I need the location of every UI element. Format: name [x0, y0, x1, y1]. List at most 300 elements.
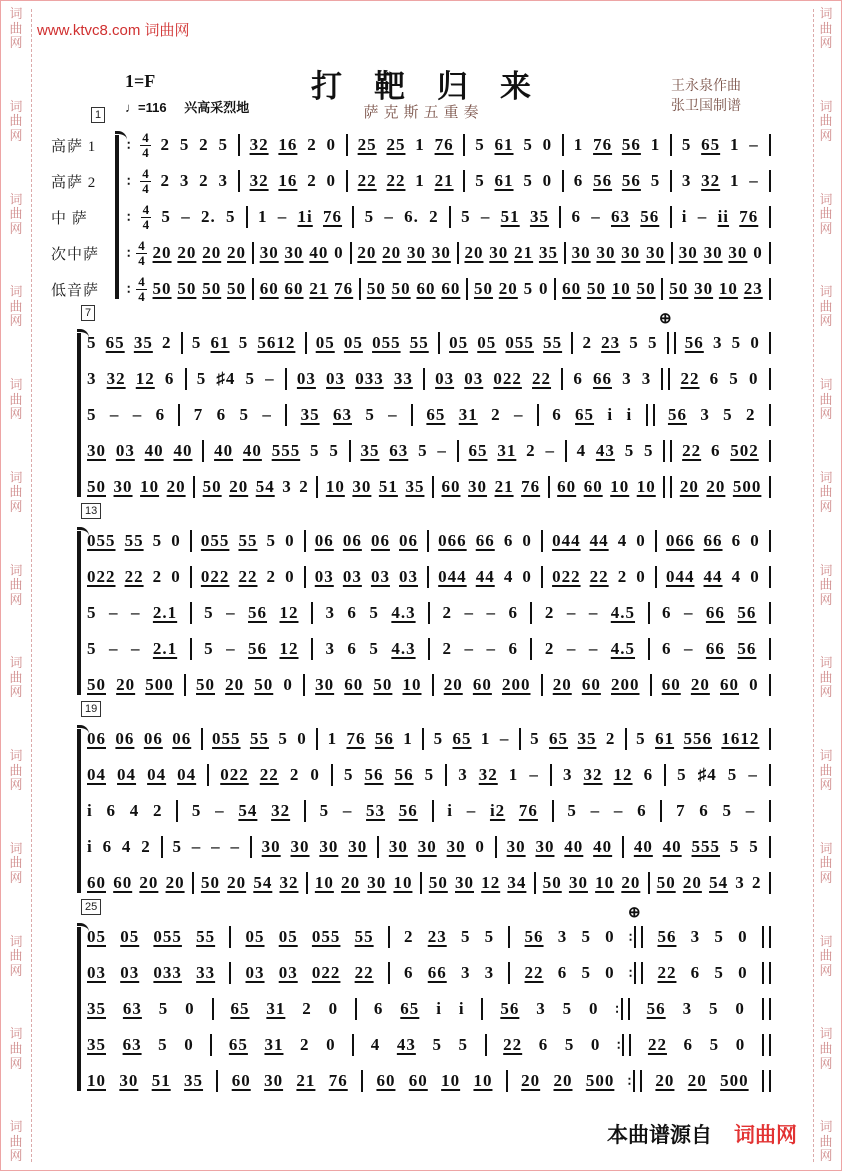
barline — [769, 836, 771, 858]
note-token: 10 — [441, 1071, 461, 1090]
note-token: 5 — [158, 1035, 168, 1054]
note-token: 05 — [449, 333, 469, 352]
note-token: 5 — [749, 837, 759, 856]
note-token: 12 — [279, 603, 299, 622]
note-token: 3 — [735, 873, 745, 892]
note-token: 3 — [690, 927, 701, 946]
note-token: 51 — [151, 1071, 171, 1090]
note-token: 5 — [708, 999, 719, 1018]
note-token: 12 — [279, 639, 299, 658]
note-token: 10 — [636, 477, 656, 496]
note-token: 53 — [366, 801, 386, 820]
repeat-barline — [629, 962, 643, 984]
note-token: 50 — [473, 279, 493, 298]
system-brace — [77, 729, 81, 893]
barline — [769, 800, 771, 822]
note-token: 4.3 — [391, 639, 416, 658]
note-token: – — [464, 639, 474, 658]
barline — [769, 566, 771, 588]
barline — [561, 368, 563, 390]
note-token: 2 — [617, 567, 628, 586]
note-token: 32 — [271, 801, 291, 820]
note-token: 32 — [106, 369, 126, 388]
note-token: 03 — [296, 369, 316, 388]
note-token: 30 — [315, 675, 335, 694]
note-token: 56 — [364, 765, 384, 784]
side-watermark-text: 词 曲 网 — [819, 840, 833, 885]
note-token: 3 — [484, 963, 495, 982]
note-token: 1 — [415, 135, 425, 154]
system-brace — [77, 531, 81, 695]
note-token: 63 — [611, 207, 630, 226]
note-token: 5 — [191, 333, 202, 352]
note-token: 6 — [106, 801, 116, 820]
score-line — [51, 1063, 771, 1099]
note-token: i — [447, 801, 453, 820]
note-token: 32 — [478, 765, 498, 784]
barline — [423, 368, 425, 390]
note-token: 65 — [426, 405, 446, 424]
note-token: 50 — [202, 477, 222, 496]
note-token: 5 — [581, 963, 591, 982]
note-token: 55 — [409, 333, 429, 352]
note-token: 60 — [231, 1071, 251, 1090]
note-token: 022 — [87, 567, 116, 586]
music-line — [87, 800, 771, 822]
repeat-barline — [615, 998, 629, 1020]
score-line — [51, 667, 771, 703]
barline — [285, 368, 287, 390]
barline — [246, 206, 248, 228]
note-token: 4.5 — [610, 639, 636, 658]
note-token: 56 — [374, 729, 394, 748]
part-label: 低音萨 — [51, 282, 100, 299]
score-line — [51, 127, 771, 163]
note-token: – — [697, 207, 708, 226]
note-token: 50 — [586, 279, 606, 298]
note-token: 0 — [538, 279, 549, 298]
note-token: 0 — [171, 567, 181, 586]
note-token: 2 — [160, 171, 171, 190]
side-watermark-text: 词 曲 网 — [819, 377, 833, 422]
side-watermark-text: 词 曲 网 — [9, 6, 23, 51]
note-token: 56 — [657, 927, 677, 946]
tempo-marking: ♩=116 — [125, 100, 167, 115]
note-token: 5 — [369, 639, 379, 658]
barline — [229, 926, 231, 948]
barline — [670, 206, 672, 228]
music-line — [87, 638, 771, 660]
note-token: 5 — [433, 729, 444, 748]
note-token: 22 — [589, 567, 609, 586]
note-token: 56 — [248, 603, 268, 622]
note-token: 03 — [435, 369, 455, 388]
score-line — [51, 469, 771, 505]
note-token: 30 — [506, 837, 526, 856]
note-token: 22 — [657, 963, 677, 982]
note-token: 66 — [705, 639, 725, 658]
note-token: 2 — [307, 135, 317, 154]
note-token: 63 — [122, 999, 142, 1018]
note-token: – — [384, 207, 394, 226]
footer-site-link[interactable]: 词曲网 — [734, 1124, 797, 1147]
note-token: 04 — [177, 765, 197, 784]
note-token: 5 — [729, 369, 739, 388]
note-token: – — [108, 603, 119, 622]
score-line — [51, 433, 771, 469]
note-token: 0 — [605, 927, 615, 946]
note-token: 5 — [714, 963, 724, 982]
note-token: 5 — [709, 1035, 720, 1054]
barline — [352, 206, 354, 228]
note-token: 0 — [750, 567, 760, 586]
note-token: 06 — [115, 729, 135, 748]
note-token: 6 — [643, 765, 654, 784]
note-token: 30 — [113, 477, 133, 496]
note-token: 5 — [564, 1035, 575, 1054]
barline — [331, 764, 333, 786]
repeat-dots: ∶ — [127, 281, 131, 297]
composer-credit: 王永泉作曲 — [671, 77, 741, 93]
arranger-credit: 张卫国制谱 — [671, 97, 741, 114]
note-token: 2 — [582, 333, 592, 352]
note-token: 50 — [366, 279, 386, 298]
note-token: 65 — [575, 405, 595, 424]
footer-source-label: 本曲谱源自 — [607, 1124, 712, 1147]
note-token: – — [513, 405, 524, 424]
barline — [769, 440, 771, 462]
barline — [541, 566, 543, 588]
note-token: – — [588, 603, 599, 622]
repeat-dots: ∶ — [127, 209, 131, 225]
note-token: 32 — [279, 873, 299, 892]
note-token: 25 — [386, 135, 406, 154]
note-token: 0 — [285, 567, 295, 586]
note-token: 3 — [460, 963, 471, 982]
barline — [648, 602, 650, 624]
note-token: 30 — [694, 279, 714, 298]
note-token: 2 — [152, 801, 163, 820]
note-token: 3 — [700, 405, 710, 424]
barline — [190, 566, 192, 588]
note-token: 0 — [750, 333, 760, 352]
note-token: 0 — [328, 999, 339, 1018]
barline — [769, 872, 771, 894]
note-token: 4.5 — [610, 603, 636, 622]
barline — [769, 602, 771, 624]
barline — [229, 962, 231, 984]
barline — [650, 674, 652, 696]
note-token: 50 — [87, 477, 106, 496]
barline — [420, 872, 422, 894]
note-token: 3 — [681, 171, 692, 190]
note-token: 0 — [590, 1035, 601, 1054]
side-watermark-text: 词 曲 网 — [9, 1026, 23, 1071]
barline — [352, 1034, 354, 1056]
note-token: 51 — [378, 477, 398, 496]
barline — [432, 476, 434, 498]
note-token: 04 — [87, 765, 106, 784]
note-token: 0 — [475, 837, 485, 856]
double-barline — [762, 926, 771, 948]
note-token: 5 — [523, 135, 533, 154]
note-token: 61 — [494, 171, 514, 190]
note-token: 022 — [200, 567, 230, 586]
note-token: 2 — [266, 567, 277, 586]
music-line — [127, 239, 771, 267]
repeat-dots: ∶ — [627, 1073, 632, 1089]
side-watermark-text: 词 曲 网 — [9, 840, 23, 885]
note-token: 63 — [122, 1035, 142, 1054]
note-token: 60 — [557, 477, 577, 496]
music-line — [87, 764, 771, 786]
note-token: – — [226, 603, 236, 622]
note-token: 1 — [650, 135, 661, 154]
note-token: 20 — [229, 477, 249, 496]
note-token: 30 — [87, 441, 106, 460]
barline — [359, 278, 361, 300]
note-token: 6 — [508, 639, 518, 658]
note-token: 0 — [738, 963, 748, 982]
note-token: 5 — [319, 801, 330, 820]
note-token: – — [748, 765, 758, 784]
note-token: 55 — [124, 531, 144, 550]
barline — [625, 728, 627, 750]
note-token: 35 — [577, 729, 597, 748]
note-token: 60 — [441, 279, 461, 298]
note-token: 0 — [750, 531, 760, 550]
note-token: 0 — [171, 531, 181, 550]
side-watermark-text: 词 曲 网 — [819, 1026, 833, 1071]
note-token: 1 — [480, 729, 491, 748]
note-token: 56 — [640, 207, 660, 226]
side-watermark-text: 词 曲 网 — [9, 469, 23, 514]
note-token: 30 — [703, 243, 723, 262]
time-signature: 4 4 — [142, 165, 149, 196]
note-token: 4 — [503, 567, 514, 586]
side-watermark-text: 词 曲 网 — [819, 6, 833, 51]
note-token: 2 — [199, 171, 209, 190]
barline — [495, 836, 497, 858]
note-token: 500 — [585, 1071, 615, 1090]
barline — [238, 170, 240, 192]
note-token: 7 — [676, 801, 686, 820]
barline — [769, 728, 771, 750]
note-token: 60 — [562, 279, 582, 298]
note-token: 56 — [646, 999, 666, 1018]
note-token: 055 — [200, 531, 230, 550]
score-line — [51, 397, 771, 433]
barline — [377, 836, 379, 858]
note-token: 50 — [254, 675, 274, 694]
note-token: 54 — [255, 477, 275, 496]
note-token: 2. — [200, 207, 216, 226]
barline — [769, 206, 771, 228]
barline — [769, 638, 771, 660]
note-token: 04 — [117, 765, 137, 784]
note-token: 22 — [124, 567, 144, 586]
double-barline — [762, 962, 771, 984]
note-token: 61 — [494, 135, 514, 154]
ensemble-subtitle: 萨克斯五重奏 — [363, 104, 484, 121]
barline — [508, 926, 510, 948]
note-token: 5 — [729, 837, 740, 856]
music-line — [87, 1070, 771, 1092]
note-token: 5 — [191, 801, 202, 820]
note-token: 30 — [431, 243, 451, 262]
note-token: 055 — [153, 927, 182, 946]
note-token: 502 — [730, 441, 759, 460]
barline — [648, 872, 650, 894]
barline — [250, 836, 252, 858]
note-token: 66 — [705, 603, 725, 622]
music-line — [127, 131, 771, 159]
barline — [655, 566, 657, 588]
note-token: 50 — [656, 873, 676, 892]
note-token: – — [132, 405, 143, 424]
barline — [519, 728, 521, 750]
note-token: 033 — [355, 369, 384, 388]
note-token: 6 — [571, 207, 581, 226]
barline — [178, 404, 180, 426]
music-line — [87, 926, 771, 948]
barline — [660, 800, 662, 822]
note-token: 20 — [655, 1071, 675, 1090]
music-line — [87, 674, 771, 696]
note-token: 31 — [266, 999, 286, 1018]
barline — [252, 278, 254, 300]
note-token: 2 — [746, 405, 756, 424]
note-token: 66 — [427, 963, 447, 982]
note-token: 3 — [712, 333, 723, 352]
note-token: 03 — [245, 963, 265, 982]
note-token: 32 — [249, 135, 269, 154]
note-token: 4 — [129, 801, 140, 820]
note-token: 60 — [376, 1071, 396, 1090]
time-signature: 4 4 — [142, 129, 149, 160]
note-token: 20 — [227, 243, 247, 262]
double-barline — [633, 1070, 642, 1092]
note-token: 30 — [290, 837, 310, 856]
note-token: 3 — [325, 603, 335, 622]
note-token: 43 — [595, 441, 615, 460]
note-token: 5 — [161, 207, 171, 226]
barline — [161, 836, 163, 858]
barline — [185, 368, 187, 390]
note-token: i — [458, 999, 465, 1018]
note-token: 54 — [253, 873, 273, 892]
note-token: 1 — [403, 729, 413, 748]
barline — [311, 602, 313, 624]
note-token: 30 — [728, 243, 748, 262]
note-token: 65 — [105, 333, 125, 352]
note-token: 30 — [319, 837, 339, 856]
note-token: 6 — [102, 837, 113, 856]
note-token: – — [591, 207, 601, 226]
note-token: 2 — [289, 765, 300, 784]
note-token: 66 — [703, 531, 723, 550]
barline — [449, 206, 451, 228]
note-token: – — [464, 603, 474, 622]
note-token: – — [130, 639, 141, 658]
site-watermark-link[interactable]: www.ktvc8.com 词曲网 — [37, 22, 190, 39]
note-token: 20 — [498, 279, 518, 298]
note-token: 60 — [441, 477, 461, 496]
side-watermark-text: 词 曲 网 — [9, 284, 23, 329]
note-token: 76 — [328, 1071, 348, 1090]
note-token: 0 — [589, 999, 599, 1018]
note-token: 20 — [177, 243, 197, 262]
barline — [285, 404, 287, 426]
note-token: 5 — [484, 927, 495, 946]
note-token: 35 — [360, 441, 380, 460]
note-token: 35 — [538, 243, 558, 262]
note-token: i — [436, 999, 442, 1018]
note-token: 0 — [636, 531, 646, 550]
note-token: 1 — [729, 135, 740, 154]
note-token: 1 — [508, 765, 519, 784]
barline — [422, 728, 424, 750]
note-token: 50 — [200, 873, 220, 892]
repeat-dots: ∶ — [616, 1037, 621, 1053]
note-token: – — [529, 765, 539, 784]
note-token: 0 — [326, 1035, 336, 1054]
note-token: 4 — [731, 567, 742, 586]
note-token: 56 — [398, 801, 418, 820]
barline — [559, 206, 561, 228]
note-token: 76 — [323, 207, 343, 226]
note-token: 30 — [535, 837, 555, 856]
note-token: 40 — [593, 837, 613, 856]
note-token: 5 — [204, 603, 214, 622]
note-token: 22 — [524, 963, 544, 982]
note-token: 20 — [202, 243, 222, 262]
repeat-dots: ∶ — [628, 965, 633, 981]
note-token: 5 — [87, 603, 97, 622]
note-token: 5 — [567, 801, 577, 820]
note-token: 60 — [416, 279, 436, 298]
note-token: 6 — [699, 801, 709, 820]
note-token: 60 — [720, 675, 739, 694]
note-token: – — [545, 441, 555, 460]
note-token: 54 — [238, 801, 258, 820]
note-token: 2 — [160, 135, 171, 154]
music-line — [87, 332, 771, 354]
note-token: 6 — [557, 963, 568, 982]
barline — [207, 764, 209, 786]
note-token: 066 — [665, 531, 695, 550]
score-line — [51, 1027, 771, 1063]
barline — [541, 674, 543, 696]
note-token: 1612 — [721, 729, 760, 748]
note-token: – — [499, 729, 510, 748]
double-barline — [661, 368, 670, 390]
note-token: 5 — [723, 405, 733, 424]
note-token: 20 — [687, 1071, 707, 1090]
expression-marking: 兴高采烈地 — [184, 100, 250, 115]
score-line — [51, 523, 771, 559]
note-token: 76 — [593, 135, 613, 154]
score-system-19 — [51, 703, 771, 901]
note-token: 30 — [455, 873, 474, 892]
note-token: – — [277, 207, 288, 226]
note-token: 5 — [365, 405, 375, 424]
barline — [485, 1034, 487, 1056]
note-token: 4 — [370, 1035, 381, 1054]
side-watermark-text: 词 曲 网 — [819, 284, 833, 329]
note-token: 30 — [468, 477, 488, 496]
barline — [304, 800, 306, 822]
